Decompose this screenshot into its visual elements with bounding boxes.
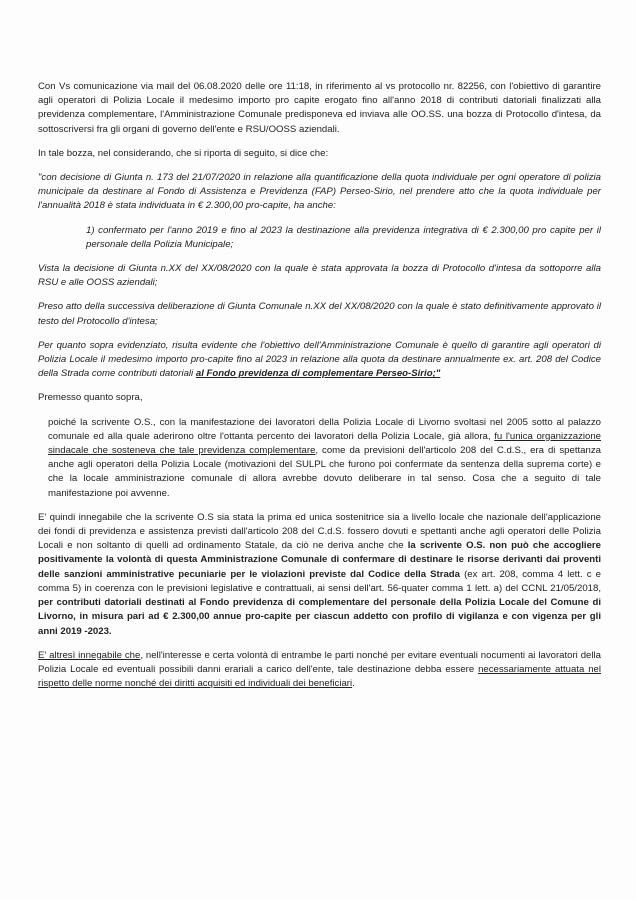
quote-conclusion-fund: al Fondo previdenza di complementare Perseo-Sirio;" xyxy=(195,368,441,380)
innegabile-bold-1: la scrivente O.S. non può che accogliere positivamente la volontà di questa Amministrazione Comunale di confermare di destinare le risorse derivanti dai proventi delle sanzioni amministrative pecuniarie per le violazioni previste dal Codice della Strada xyxy=(38,540,601,580)
manifestazione-text-2: , come da previsioni dell'articolo 208 del C.d.S., era di spettanza anche agli operatori della Polizia Locale (motivazioni del SULPL che furono poi confermate da sentenza della suprema corte) e che la locale amministrazione comunale di allora avrebbe dovuto deliberare in tal senso. Cosa che a seguito di tale manifestazione poi avvenne. xyxy=(48,445,601,499)
quote-point-1: 1) confermato per l'anno 2019 e fino al 2023 la destinazione alla previdenza integrativa di € 2.300,00 pro capite per il personale della Polizia Municipale; xyxy=(86,224,601,250)
innegabile-text-2: (ex art. 208, comma 4 lett. c e comma 5) in coerenza con le previsioni legislative e contrattuali, ai sensi dell'art. 56-quater comma 1 lett. a) del CCNL 21/05/2018, xyxy=(38,568,601,594)
quote-preso-atto: Preso atto della successiva deliberazione di Giunta Comunale n.XX del XX/08/2020 con la quale è stato definitivamente approvato il testo del Protocollo d'intesa; xyxy=(38,301,601,327)
manifestazione-text-1: poiché la scrivente O.S., con la manifestazione dei lavoratori della Polizia Locale di Livorno svoltasi nel 2005 sotto al palazzo comunale ed alla quale aderirono oltre l'ottanta percento dei lavoratori della Polizia Locale, già allora, xyxy=(48,416,601,442)
quote-conclusion xyxy=(38,339,601,382)
altresi-text-1: , nell'interesse e certa volontà di entrambe le parti nonché per evitare eventuali nocumenti ai lavoratori della Polizia Locale ed eventuali possibili danni erariali a carico dell'ente, tale destinazione debba essere xyxy=(38,649,601,675)
paragraph-innegabile xyxy=(38,511,601,639)
paragraph-premesso: Premesso quanto sopra, xyxy=(38,392,143,404)
paragraph-altresi xyxy=(38,649,601,692)
altresi-text-2: . xyxy=(352,678,355,690)
altresi-underlined-2: necessariamente attuata nel rispetto delle norme nonché dei diritti acquisiti ed individuali dei beneficiari xyxy=(38,663,602,690)
quote-giunta-decision: "con decisione di Giunta n. 173 del 21/07/2020 in relazione alla quantificazione della quota individuale per ogni operatore di polizia municipale da destinare al Fondo di Assistenza e Previdenza (FAP) Perseo-Sirio, nel prendere atto che la quota individuale per l'annualità 2018 è stata individuata in € 2.300,00 pro-capite, ha anche: xyxy=(38,172,601,212)
quote-conclusion-text: Per quanto sopra evidenziato, risulta evidente che l'obiettivo dell'Amministrazione Comunale è quello di garantire agli operatori di Polizia Locale il medesimo importo pro-capite fino al 2023 in relazione alla quota da destinare annualmente ex. art. 208 del Codice della Strada come contributi datoriali xyxy=(38,339,601,380)
innegabile-bold-2: per contributi datoriali destinati al Fondo previdenza di complementare del personale della Polizia Locale del Comune di Livorno, in misura pari ad € 2.300,00 annue pro-capite per ciascun addetto con profilo di vigilanza e con vigenza per gli anni 2019 -2023. xyxy=(38,597,601,637)
innegabile-text-1: E' quindi innegabile che la scrivente O.S sia stata la prima ed unica sostenitrice sia a livello locale che nazionale dell'applicazione dei fondi di previdenza e assistenza previsti dall'articolo 208 del C.d.S. fossero dovuti e spettanti anche agli operatori delle Polizia Locali e non soltanto di quelli ad ordinamento Statale, da ciò ne deriva anche che xyxy=(38,511,601,552)
manifestazione-underlined: fu l'unica organizzazione sindacale che sosteneva che tale previdenza complementare xyxy=(48,430,602,457)
paragraph-manifestazione xyxy=(38,416,601,501)
altresi-underlined-1: E' altresì innegabile che xyxy=(38,649,141,661)
letter-body xyxy=(38,80,601,701)
paragraph-intro: Con Vs comunicazione via mail del 06.08.2020 delle ore 11:18, in riferimento al vs protocollo nr. 82256, con l'obiettivo di garantire agli operatori di Polizia Locale il medesimo importo pro capite erogato fino all'anno 2018 di contributi datoriali finalizzati alla previdenza complementare, l'Amministrazione Comunale predisponeva ed inviava alle OO.SS. una bozza di Protocollo d'intesa, da sottoscriversi fra gli organi di governo dell'ente e RSU/OOSS aziendali. xyxy=(38,81,601,135)
quote-vista: Vista la decisione di Giunta n.XX del XX/08/2020 con la quale è stata approvata la bozza di Protocollo d'intesa da sottoporre alla RSU e alle OOSS aziendali; xyxy=(38,263,601,289)
paragraph-draft-intro: In tale bozza, nel considerando, che si riporta di seguito, si dice che: xyxy=(38,147,329,159)
